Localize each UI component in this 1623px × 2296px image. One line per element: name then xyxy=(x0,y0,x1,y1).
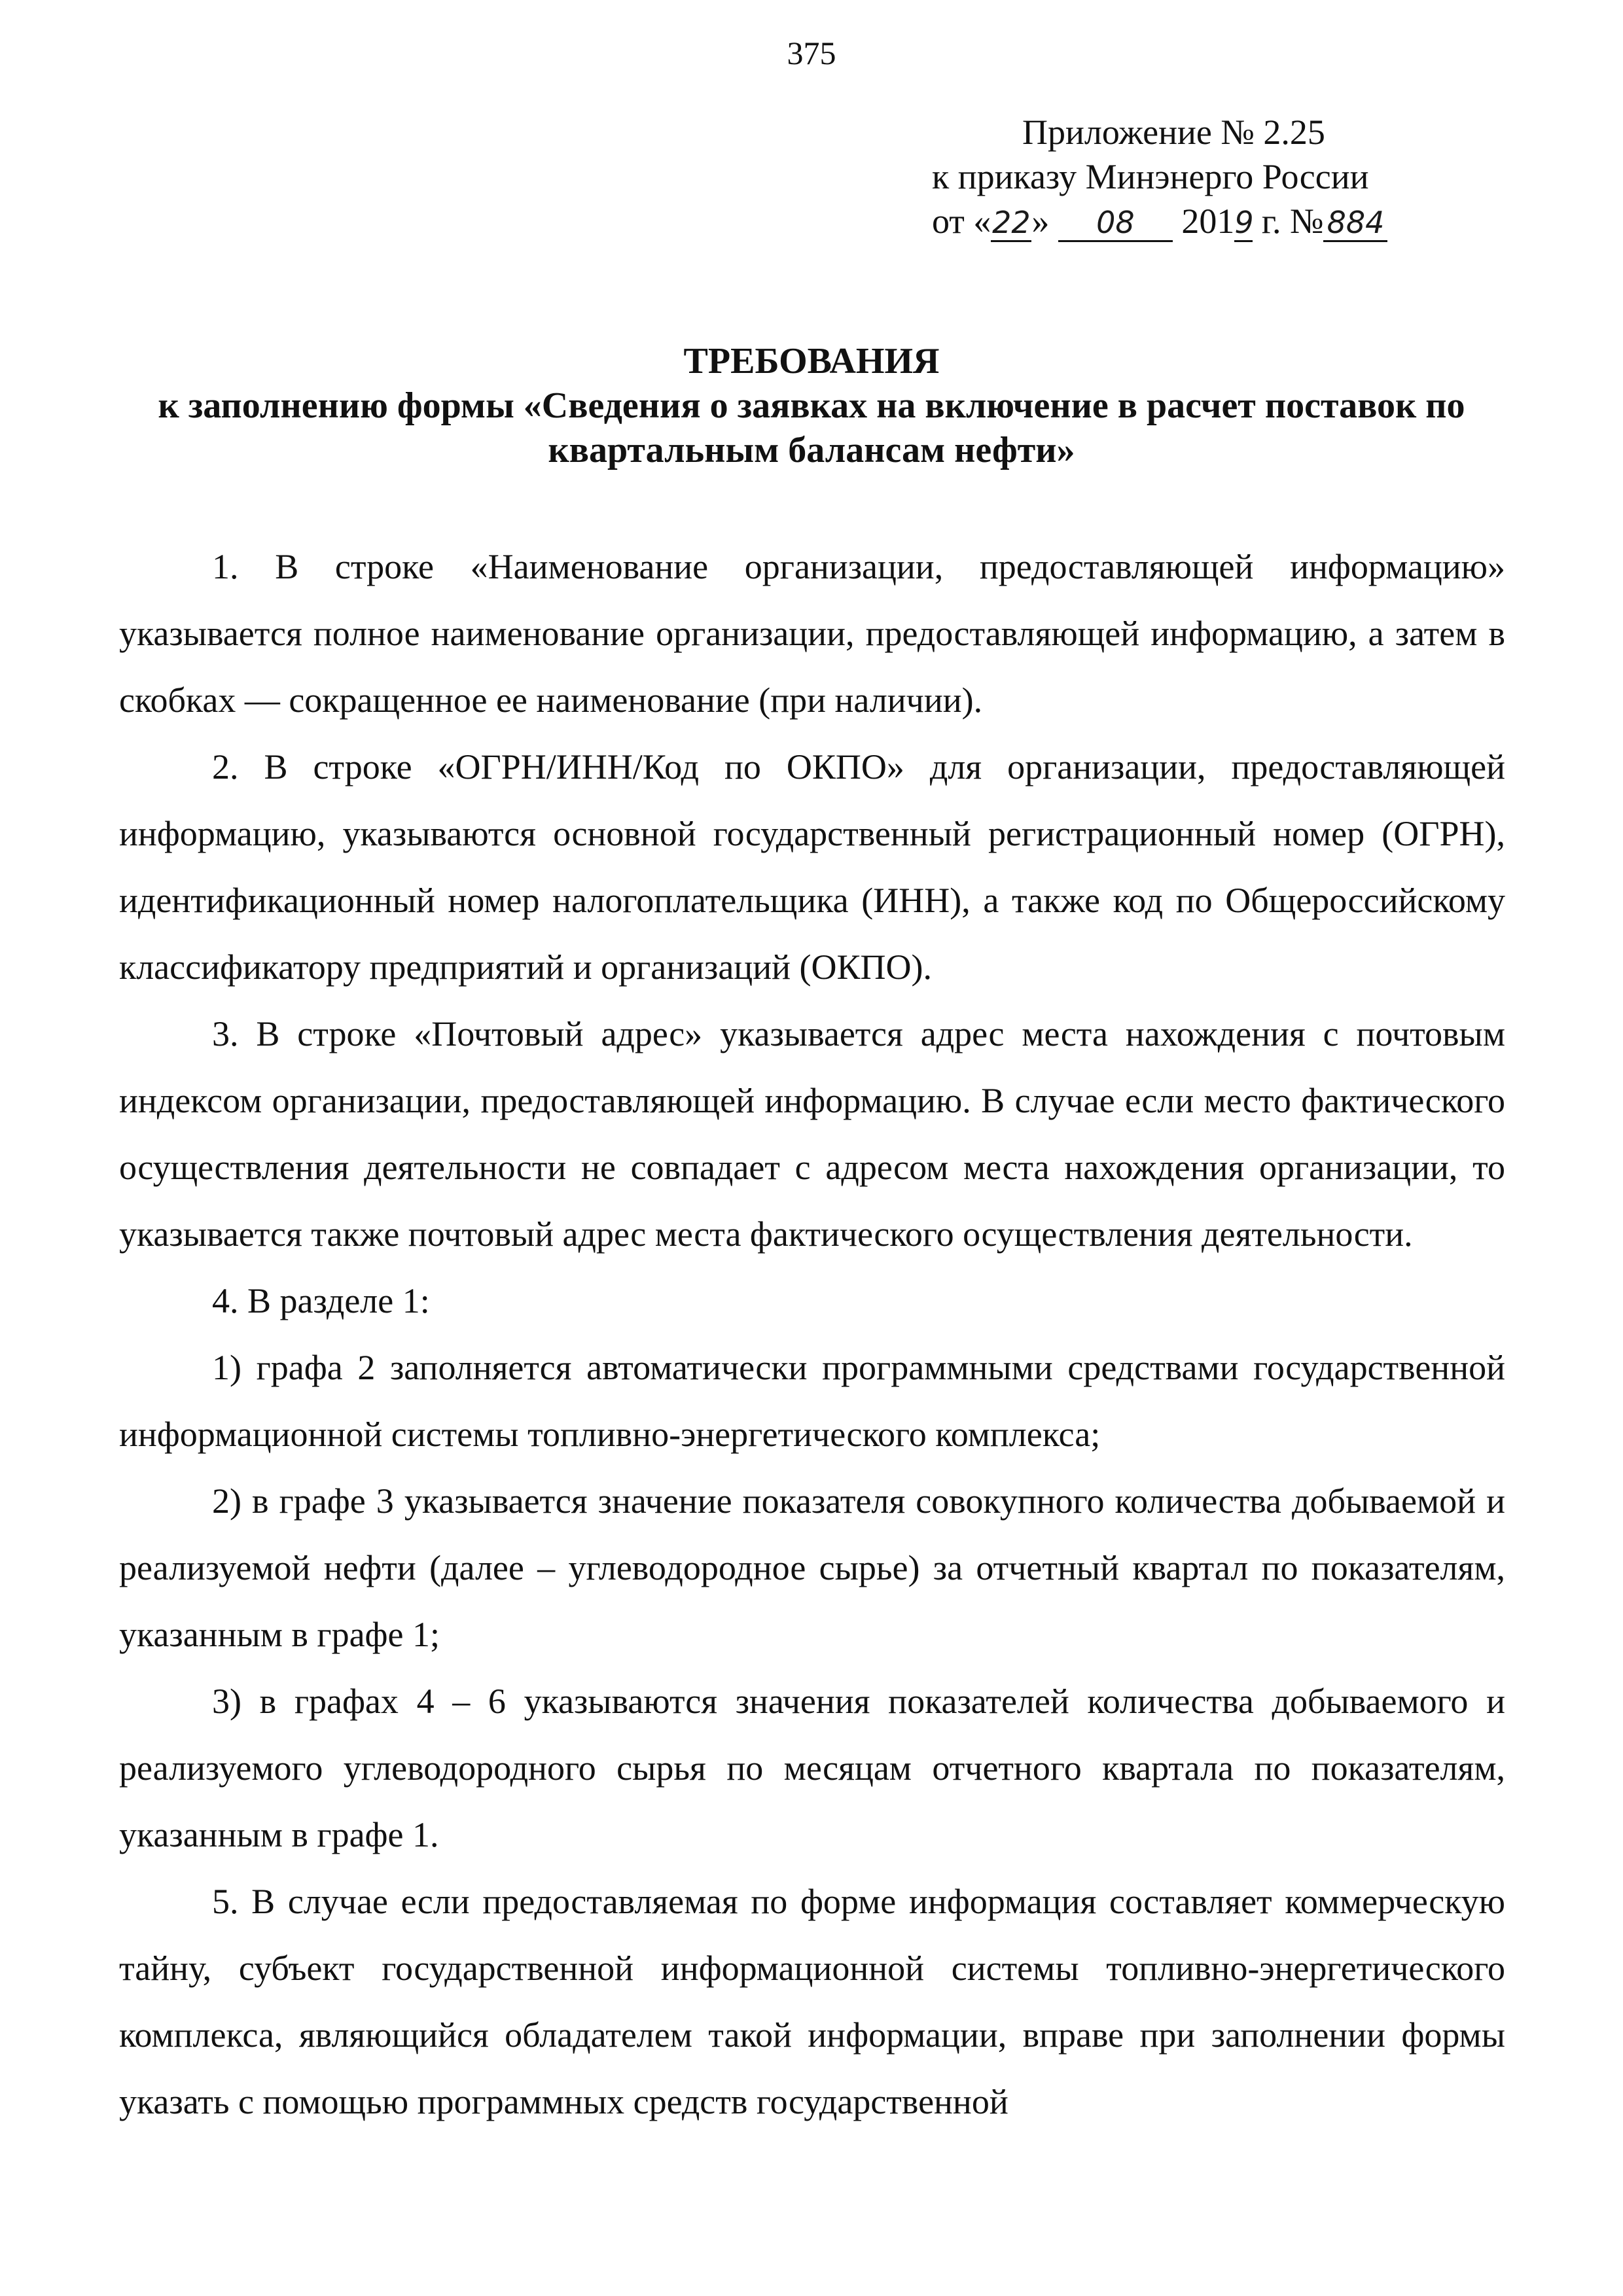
page-number: 375 xyxy=(787,35,836,71)
day-field: 22 xyxy=(991,205,1031,242)
paragraph-4-item-3: 3) в графах 4 – 6 указываются значения показателей количества добываемого и реализуемого углеводородного сырья по месяцам отчетного квартала по показателям, указанным в графе 1. xyxy=(119,1682,1505,1854)
appendix-date-line xyxy=(932,199,1495,243)
order-number-field: 884 xyxy=(1323,205,1387,242)
appendix-title: Приложение № 2.25 xyxy=(1022,113,1325,152)
title-subheading: к заполнению формы «Сведения о заявках на включение в расчет поставок по квартальным балансам нефти» xyxy=(158,385,1465,470)
paragraph-3: 3. В строке «Почтовый адрес» указывается адрес места нахождения с почтовым индексом организации, предоставляющей информацию. В случае если место фактического осуществления деятельности не совпадает с адресом места нахождения организации, то указывается также почтовый адрес места фактического осуществления деятельности. xyxy=(119,1014,1505,1254)
paragraph-4-item-1: 1) графа 2 заполняется автоматически программными средствами государственной информационной системы топливно-энергетического комплекса; xyxy=(119,1348,1505,1454)
paragraph-5: 5. В случае если предоставляемая по форме информация составляет коммерческую тайну, субъект государственной информационной системы топливно-энергетического комплекса, являющийся обладателем такой информации, вправе при заполнении формы указать с помощью программных средств государственной xyxy=(119,1882,1505,2121)
quote-close: » xyxy=(1031,202,1050,241)
paragraph-4: 4. В разделе 1: xyxy=(212,1281,430,1320)
appendix-header xyxy=(932,110,1495,243)
document-title xyxy=(118,339,1505,472)
paragraph-1: 1. В строке «Наименование организации, предоставляющей информацию» указывается полное наименование организации, предоставляющей информацию, а затем в скобках — сокращенное ее наименование (при наличии). xyxy=(119,547,1505,720)
year-digit-field: 9 xyxy=(1234,205,1253,242)
document-body xyxy=(119,533,1505,2135)
paragraph-4-item-2: 2) в графе 3 указывается значение показателя совокупного количества добываемой и реализуемой нефти (далее – углеводородное сырье) за отчетный квартал по показателям, указанным в графе 1; xyxy=(119,1481,1505,1654)
appendix-order-ref: к приказу Минэнерго России xyxy=(932,157,1369,196)
title-heading: ТРЕБОВАНИЯ xyxy=(683,341,940,381)
paragraph-2: 2. В строке «ОГРН/ИНН/Код по ОКПО» для организации, предоставляющей информацию, указываются основной государственный регистрационный номер (ОГРН), идентификационный номер налогоплательщика (ИНН), а также код по Общероссийскому классификатору предприятий и организаций (ОКПО). xyxy=(119,747,1505,987)
year-prefix: 201 xyxy=(1181,202,1235,241)
year-suffix: г. № xyxy=(1253,202,1324,241)
month-field: 08 xyxy=(1058,205,1173,242)
from-label: от « xyxy=(932,202,991,241)
